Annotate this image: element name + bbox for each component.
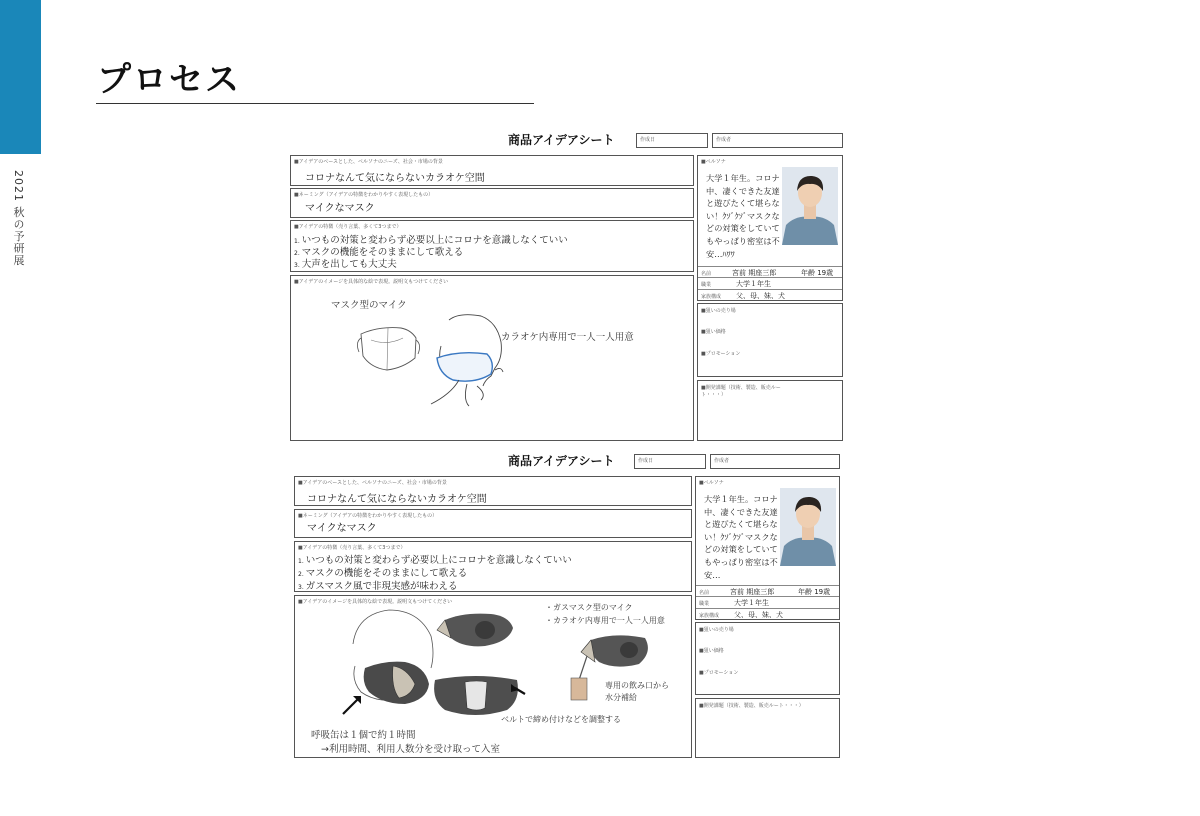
naming-box <box>294 509 692 538</box>
name-row: 名前 宮前 期座三郎 年齢 19歳 <box>696 585 839 597</box>
feature-item: 3. 大声を出しても大丈夫 <box>294 259 397 270</box>
base-label: ■アイデアのベースとした、ペルソナのニーズ、社会・市場の背景 <box>294 159 443 165</box>
persona-label: ■ペルソナ <box>701 159 726 165</box>
image-box <box>290 275 694 441</box>
persona-family: 父、母、妹、犬 <box>734 611 783 619</box>
title-divider <box>96 103 534 104</box>
page-title: プロセス <box>97 60 241 100</box>
features-box <box>294 541 692 592</box>
author-field[interactable]: 作成者 <box>710 454 840 469</box>
naming-label: ■ネーミング（アイデアの特徴をわかりやすく表現したもの） <box>298 513 438 519</box>
issues-box: ■開発課題（技術、製造、販売ルート・・・） <box>697 380 843 441</box>
date-field[interactable]: 作成日 <box>634 454 706 469</box>
naming-text: マイクなマスク <box>307 523 377 534</box>
feature-item: 2. マスクの機能をそのままにして歌える <box>298 568 468 579</box>
canister-note: →利用時間、利用人数分を受け取って入室 <box>321 744 500 755</box>
issues-box: ■開発課題（技術、製造、販売ルート・・・） <box>695 698 840 758</box>
base-text: コロナなんて気にならないカラオケ空間 <box>305 173 485 184</box>
name-row: 名前 宮前 期座三郎 年齢 19歳 <box>698 266 842 278</box>
sketch-bullet: ・カラオケ内専用で一人一人用意 <box>545 616 665 625</box>
persona-age: 年齢 19歳 <box>798 588 831 596</box>
features-label: ■アイデアの特徴（売り言葉、多くて3つまで） <box>298 545 406 551</box>
feature-item: 2. マスクの機能をそのままにして歌える <box>294 247 464 258</box>
sketch-label: マスク型のマイク <box>331 300 407 311</box>
naming-box <box>290 188 694 218</box>
persona-name: 宮前 期座三郎 <box>730 588 775 596</box>
image-label: ■アイデアのイメージを具体的な絵で表現。説明文もつけてください <box>294 279 449 285</box>
naming-text: マイクなマスク <box>305 203 375 214</box>
feature-item: 1. いつもの対策と変わらず必要以上にコロナを意識しなくていい <box>298 555 572 566</box>
author-field[interactable]: 作成者 <box>712 133 843 148</box>
side-label: 2021 秋の予研展 <box>12 170 25 267</box>
feature-item: 1. いつもの対策と変わらず必要以上にコロナを意識しなくていい <box>294 235 568 246</box>
sales-box: ■狙いの売り場 ■狙い価格 ■プロモーション <box>695 622 840 695</box>
base-label: ■アイデアのベースとした、ペルソナのニーズ、社会・市場の背景 <box>298 480 447 486</box>
date-field[interactable]: 作成日 <box>636 133 708 148</box>
sheet-title: 商品アイデアシート <box>508 133 615 147</box>
image-label: ■アイデアのイメージを具体的な絵で表現。説明文もつけてください <box>298 599 453 605</box>
base-box <box>290 155 694 186</box>
persona-photo <box>780 488 836 566</box>
sheet-title: 商品アイデアシート <box>508 454 615 468</box>
persona-age: 年齢 19歳 <box>801 269 834 277</box>
persona-job: 大学１年生 <box>736 280 771 288</box>
persona-job: 大学１年生 <box>734 599 769 607</box>
features-box <box>290 220 694 272</box>
mask-sketch-icon <box>291 276 695 442</box>
persona-text: 大学１年生。コロナ中、凄くできた友達と遊びたくて堪らない！ｸｿﾞｸｿﾞマスクなどの対策をしていてもやっぱり密室は不安… <box>704 494 778 580</box>
drink-note: 水分補給 <box>605 693 637 702</box>
image-box <box>294 595 692 758</box>
feature-item: 3. ガスマスク風で非現実感が味わえる <box>298 581 458 592</box>
sketch-label: カラオケ内専用で一人一人用意 <box>501 332 634 343</box>
family-row: 家族構成 父、母、妹、犬 <box>701 292 785 300</box>
persona-photo <box>782 167 838 245</box>
sketch-bullet: ・ガスマスク型のマイク <box>545 603 633 612</box>
belt-note: ベルトで締め付けなどを調整する <box>501 715 621 724</box>
base-box <box>294 476 692 506</box>
accent-bar <box>0 0 41 154</box>
job-row: 職業 大学１年生 <box>698 278 842 290</box>
persona-label: ■ペルソナ <box>699 480 724 486</box>
persona-box <box>695 476 840 620</box>
drink-note: 専用の飲み口から <box>605 681 669 690</box>
sales-box: ■狙いの売り場 ■狙い価格 ■プロモーション <box>697 303 843 377</box>
gas-mask-sketch-icon <box>295 596 693 759</box>
person-icon <box>780 488 836 566</box>
job-row: 職業 大学１年生 <box>696 597 839 609</box>
persona-name: 宮前 期座三郎 <box>732 269 777 277</box>
family-row: 家族構成 父、母、妹、犬 <box>699 611 783 619</box>
features-label: ■アイデアの特徴（売り言葉、多くて3つまで） <box>294 224 402 230</box>
persona-box <box>697 155 843 301</box>
base-text: コロナなんて気にならないカラオケ空間 <box>307 494 487 505</box>
canister-note: 呼吸缶は１個で約１時間 <box>311 730 416 741</box>
persona-text: 大学１年生。コロナ中、凄くできた友達と遊びたくて堪らない！ｸｿﾞｸｿﾞマスクなどの対策をしていてもやっぱり密室は不安…ﾊﾜﾜ <box>706 173 780 259</box>
naming-label: ■ネーミング（アイデアの特徴をわかりやすく表現したもの） <box>294 192 434 198</box>
person-icon <box>782 167 838 245</box>
persona-family: 父、母、妹、犬 <box>736 292 785 300</box>
